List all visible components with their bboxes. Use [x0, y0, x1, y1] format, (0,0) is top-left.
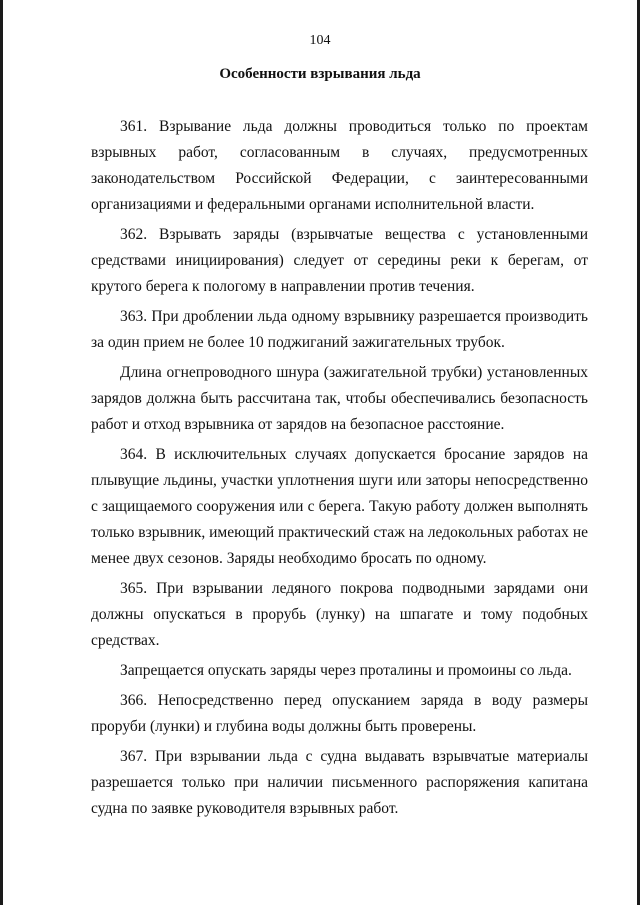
paragraph-363: 363. При дроблении льда одному взрывнику разрешается производить за один прием не более 10 поджиганий зажигательных трубок. — [91, 308, 588, 351]
paragraph-366: 366. Непосредственно перед опусканием заряда в воду размеры проруби (лунки) и глубина воды должны быть проверены. — [91, 692, 588, 735]
paragraph-367: 367. При взрывании льда с судна выдавать взрывчатые материалы разрешается только при наличии письменного распоряжения капитана судна по заявке руководителя взрывных работ. — [91, 748, 588, 817]
page-title: Особенности взрывания льда — [219, 66, 421, 82]
paragraph-364: 364. В исключительных случаях допускается бросание зарядов на плывущие льдины, участки уплотнения шуги или заторы непосредственно с защищаемого сооружения или с берега. Такую работу должен выполнять только взрывник, имеющий практический стаж на ледокольных работах не менее двух сезонов. Заряды необходимо бросать по одному. — [91, 446, 588, 567]
paragraph-365-prohibition: Запрещается опускать заряды через проталины и промоины со льда. — [120, 662, 572, 679]
paragraph-362: 362. Взрывать заряды (взрывчатые вещества с установленными средствами инициирования) следует от середины реки к берегам, от крутого берега к пологому в направлении против течения. — [91, 226, 588, 295]
paragraph-361: 361. Взрывание льда должны проводиться только по проектам взрывных работ, согласованным в случаях, предусмотренных законодательством Российской Федерации, с заинтересованными организациями и федеральными органами исполнительной власти. — [91, 118, 588, 213]
page-number: 104 — [309, 33, 331, 48]
paragraph-363-fuse-length: Длина огнепроводного шнура (зажигательной трубки) установленных зарядов должна быть рассчитана так, чтобы обеспечивались безопасность работ и отход взрывника от зарядов на безопасное расстояние. — [91, 364, 588, 433]
paragraph-365: 365. При взрывании ледяного покрова подводными зарядами они должны опускаться в прорубь (лунку) на шпагате и тому подобных средствах. — [91, 580, 588, 649]
scan-edge-left — [0, 0, 3, 905]
document-body — [91, 114, 588, 826]
